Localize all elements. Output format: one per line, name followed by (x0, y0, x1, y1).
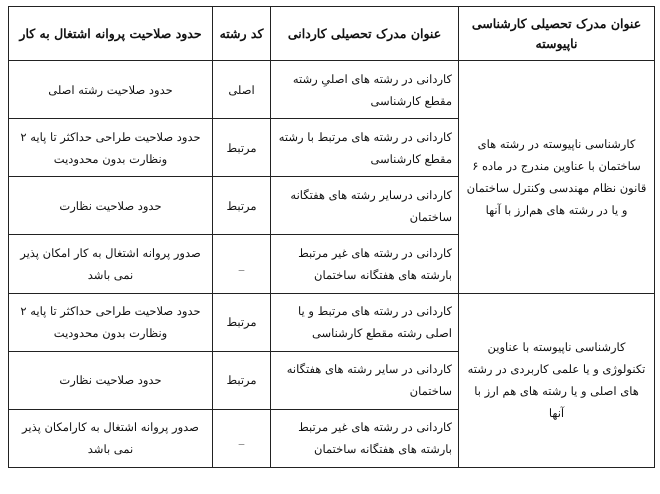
header-continuous-degree: عنوان مدرک تحصیلی کارشناسی ناپیوسته (459, 7, 655, 61)
header-field-code: کد رشته (213, 7, 271, 61)
license-scope-cell: صدور پروانه اشتغال به کارامکان پذیر نمی باشد (9, 409, 213, 467)
field-code-cell: اصلی (213, 61, 271, 119)
license-scope-cell: صدور پروانه اشتغال به کار امکان پذیر نمی باشد (9, 235, 213, 293)
field-code-cell: مرتبط (213, 177, 271, 235)
license-scope-cell: حدود صلاحیت نظارت (9, 351, 213, 409)
associate-degree-cell: کاردانی در رشته های مرتبط با رشته مقطع کارشناسی (271, 119, 459, 177)
associate-degree-cell: کاردانی در رشته های اصلیِ رشته مقطع کارشناسی (271, 61, 459, 119)
field-code-cell: مرتبط (213, 293, 271, 351)
associate-degree-cell: کاردانی در رشته های غیر مرتبط بارشته های هفتگانه ساختمان (271, 409, 459, 467)
associate-degree-cell: کاردانی درسایر رشته های هفتگانه ساختمان (271, 177, 459, 235)
field-code-cell: مرتبط (213, 351, 271, 409)
table-row (9, 293, 655, 351)
qualification-table (8, 6, 655, 468)
field-code-cell: _ (213, 409, 271, 467)
license-scope-cell: حدود صلاحیت طراحی حداکثر تا پایه ۲ ونظارت بدون محدودیت (9, 293, 213, 351)
license-scope-cell: حدود صلاحیت نظارت (9, 177, 213, 235)
license-scope-cell: حدود صلاحیت طراحی حداکثر تا پایه ۲ ونظارت بدون محدودیت (9, 119, 213, 177)
associate-degree-cell: کاردانی در سایر رشته های هفتگانه ساختمان (271, 351, 459, 409)
continuous-degree-cell: کارشناسی ناپیوسته با عناوین تکنولوژی و یا علمی کاربردی در رشته های اصلی و یا رشته های هم ارز با آنها (459, 293, 655, 467)
associate-degree-cell: کاردانی در رشته های غیر مرتبط بارشته های هفتگانه ساختمان (271, 235, 459, 293)
associate-degree-cell: کاردانی در رشته های مرتبط و یا اصلی رشته مقطع کارشناسی (271, 293, 459, 351)
header-row (9, 7, 655, 61)
field-code-cell: مرتبط (213, 119, 271, 177)
field-code-cell: _ (213, 235, 271, 293)
header-license-scope: حدود صلاحیت پروانه اشتغال به کار (9, 7, 213, 61)
license-scope-cell: حدود صلاحیت رشته اصلی (9, 61, 213, 119)
continuous-degree-cell: کارشناسی ناپیوسته در رشته های ساختمان با عناوین مندرج در ماده ۶ قانون نظام مهندسی وکنترل ساختمان و یا در رشته های هم‌ارز با آنها (459, 61, 655, 294)
table-row (9, 61, 655, 119)
header-associate-degree: عنوان مدرک تحصیلی کاردانی (271, 7, 459, 61)
